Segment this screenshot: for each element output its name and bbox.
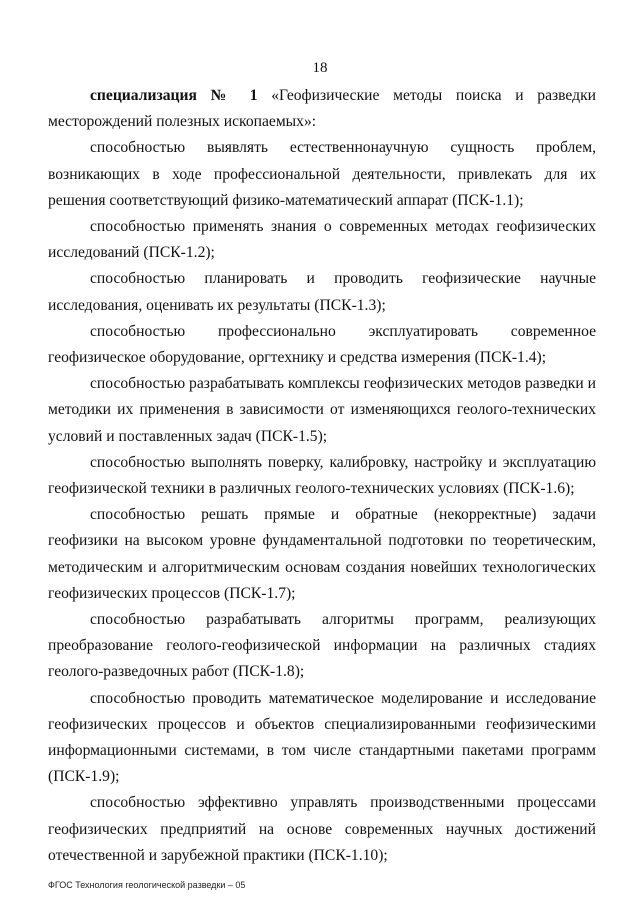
page-footer: ФГОС Технология геологической разведки – 05 xyxy=(48,880,246,890)
competency-psk-1-4: способностью профессионально эксплуатировать современное геофизическое оборудование, оргтехнику и средства измерения (ПСК-1.4); xyxy=(48,322,596,367)
specialization-label: специализация № 1 xyxy=(90,87,258,104)
competency-psk-1-7: способностью решать прямые и обратные (некорректные) задачи геофизики на высоком уровне фундаментальной подготовки по теоретическим, методическим и алгоритмическим основам создания новейших технологических геофизических процессов (ПСК-1.7); xyxy=(48,506,596,602)
document-body xyxy=(48,83,596,869)
page-number: 18 xyxy=(312,60,328,76)
competency-psk-1-9: способностью проводить математическое моделирование и исследование геофизических процессов и объектов специализированными геофизическими информационными системами, в том числе стандартными пакетами программ (ПСК-1.9); xyxy=(48,689,596,786)
competency-psk-1-10: способностью эффективно управлять производственными процессами геофизических предприятий на основе современных научных достижений отечественной и зарубежной практики (ПСК-1.10); xyxy=(48,794,596,864)
competency-psk-1-1: способностью выявлять естественнонаучную сущность проблем, возникающих в ходе профессиональной деятельности, привлекать для их решения соответствующий физико-математический аппарат (ПСК-1.1); xyxy=(48,139,596,209)
competency-psk-1-3: способностью планировать и проводить геофизические научные исследования, оценивать их результаты (ПСК-1.3); xyxy=(48,270,596,314)
competency-psk-1-6: способностью выполнять поверку, калибровку, настройку и эксплуатацию геофизической техники в различных геолого-технических условиях (ПСК-1.6); xyxy=(48,453,596,498)
competency-psk-1-8: способностью разрабатывать алгоритмы программ, реализующих преобразование геолого-геофизической информации на различных стадиях геолого-разведочных работ (ПСК-1.8); xyxy=(48,611,596,681)
specialization-title: «Геофизические методы поиска и разведки месторождений полезных ископаемых»: xyxy=(48,87,596,131)
specialization-heading xyxy=(48,83,596,135)
competency-psk-1-2: способностью применять знания о современных методах геофизических исследований (ПСК-1.2); xyxy=(48,218,596,262)
competency-psk-1-5: способностью разрабатывать комплексы геофизических методов разведки и методики их применения в зависимости от изменяющихся геолого-технических условий и поставленных задач (ПСК-1.5); xyxy=(48,375,596,445)
